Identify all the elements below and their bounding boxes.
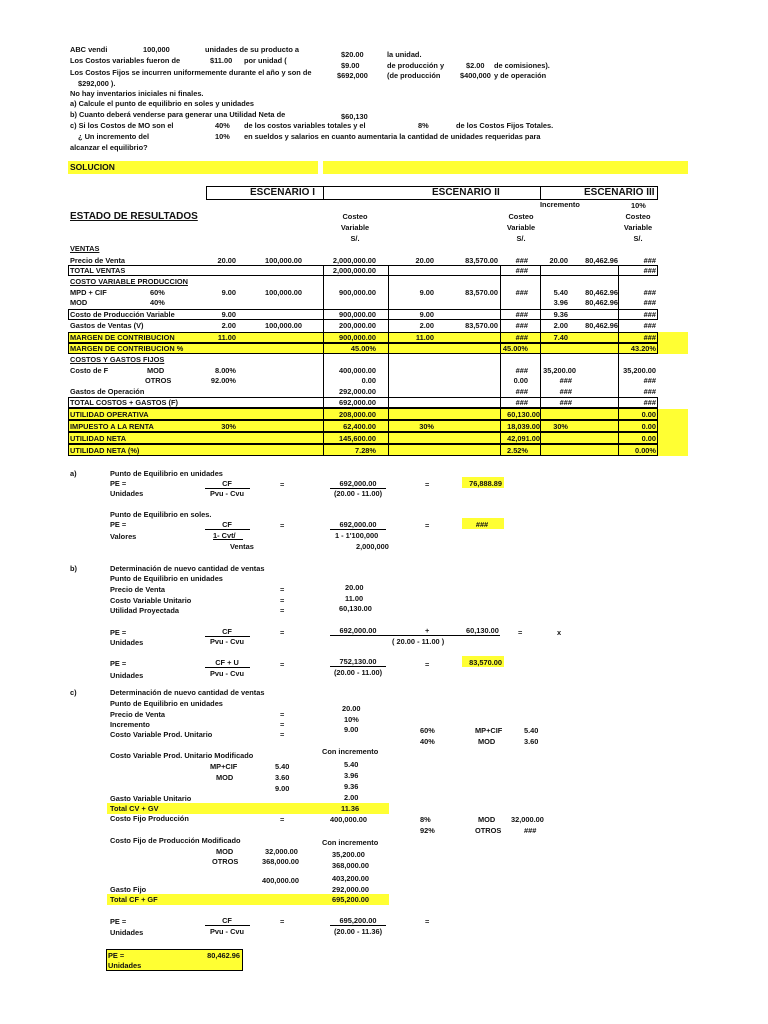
row-gv-d: 2.00 xyxy=(419,321,434,330)
col-sep-5 xyxy=(618,265,619,456)
row-ir-d: 30% xyxy=(419,422,434,431)
costeo-1-l2: Variable xyxy=(340,223,370,232)
stmt-l8-b: 40% xyxy=(215,121,230,130)
b-eq1: = xyxy=(280,628,285,637)
row-mpd-c: 900,000.00 xyxy=(339,288,376,297)
row-cf-mod: MOD xyxy=(147,366,165,375)
a-title2: Punto de Equilibrio en soles. xyxy=(110,510,212,519)
row-un-c: 145,600.00 xyxy=(339,434,376,443)
stmt-l4: $292,000 ). xyxy=(78,79,116,88)
b-sub: Punto de Equilibrio en unidades xyxy=(110,574,223,583)
scenario-divider-1 xyxy=(323,186,324,200)
costeo-3-l3: S/. xyxy=(633,234,643,243)
row-mpd-h: 80,462.96 xyxy=(585,288,618,297)
row-gv-i: ### xyxy=(643,321,656,330)
row-go-label: Gastos de Operación xyxy=(70,387,145,396)
a-frac-line5 xyxy=(330,529,386,530)
row-gv-c: 200,000.00 xyxy=(339,321,376,330)
stmt-l1-d: $20.00 xyxy=(341,50,364,59)
c-unidades: Unidades xyxy=(110,928,144,937)
c-eq-pv: = xyxy=(280,710,285,719)
stmt-l1-b: 100,000 xyxy=(143,45,170,54)
row-gv-f: ### xyxy=(515,321,528,330)
row-mc-a: 11.00 xyxy=(217,333,236,342)
c-tcfv: 695,200.00 xyxy=(332,895,369,904)
row-mc-f: ### xyxy=(515,333,528,342)
row-tcg-c: 692,000.00 xyxy=(339,398,376,407)
a-cvt: 1- Cvt/ xyxy=(213,531,236,540)
c-inc: Incremento xyxy=(110,720,150,729)
row-mc-d: 11.00 xyxy=(415,333,434,342)
a-cf: CF xyxy=(222,479,232,488)
stmt-l2-f: $2.00 xyxy=(466,61,485,70)
c-m2a: 368,000.00 xyxy=(262,857,299,866)
c-cfpv: 400,000.00 xyxy=(330,815,367,824)
row-precio-h: 80,462.96 xyxy=(585,256,618,265)
costeo-3-l1: Costeo xyxy=(625,212,651,221)
a-ventas: Ventas xyxy=(230,542,254,551)
a-pe2: PE = xyxy=(110,520,127,529)
c-coninc2: Con incremento xyxy=(322,838,379,847)
col-sep-1 xyxy=(323,265,324,456)
stmt-l7-a: b) Cuanto deberá venderse para generar una Utilidad Neta de xyxy=(70,110,286,119)
row-unp-f: 2.52% xyxy=(507,446,528,455)
c-sub: Punto de Equilibrio en unidades xyxy=(110,699,223,708)
row-cpv-d: 9.00 xyxy=(419,310,434,319)
row-mcp-label: MARGEN DE CONTRIBUCION % xyxy=(70,344,184,353)
row-totalventas-i: ### xyxy=(643,266,656,275)
c-p92: 92% xyxy=(420,826,435,835)
c-incv: 10% xyxy=(344,715,359,724)
solucion-bar-right xyxy=(323,161,688,174)
row-ir-a: 30% xyxy=(221,422,236,431)
row-tcg-i: ### xyxy=(643,398,656,407)
row-mod-h: 80,462.96 xyxy=(585,298,618,307)
scenario-2-label: ESCENARIO II xyxy=(432,187,500,198)
c-cvpuv: 9.00 xyxy=(344,725,359,734)
row-un-i: 0.00 xyxy=(641,434,656,443)
stmt-l2-b: $11.00 xyxy=(210,56,233,65)
row-otros-pct: 92.00% xyxy=(210,376,236,385)
a-pvucvu: Pvu - Cvu xyxy=(209,489,245,498)
row-mc-i: ### xyxy=(643,333,656,342)
b-den2: (20.00 - 11.00) xyxy=(333,668,383,677)
row-mpd-a: 9.00 xyxy=(221,288,236,297)
a-den2b: 2,000,000 xyxy=(356,542,389,551)
b-cf: CF xyxy=(222,627,232,636)
costeo-3-l2: Variable xyxy=(623,223,653,232)
row-precio-label: Precio de Venta xyxy=(70,256,126,265)
row-precio-c: 2,000,000.00 xyxy=(332,256,376,265)
row-otros-label: OTROS xyxy=(145,376,172,385)
row-gv-e: 83,570.00 xyxy=(465,321,498,330)
row-ir-c: 62,400.00 xyxy=(343,422,376,431)
row-mpd-f: ### xyxy=(515,288,528,297)
incremento-label: Incremento xyxy=(540,200,580,209)
c-title: Determinación de nuevo cantidad de ventas xyxy=(110,688,265,697)
c-v540: 5.40 xyxy=(524,726,539,735)
c-cvpu: Costo Variable Prod. Unitario xyxy=(110,730,213,739)
row-mod-pct: 40% xyxy=(150,298,165,307)
c-frac-line2 xyxy=(330,925,386,926)
row-totalventas-f: ### xyxy=(515,266,528,275)
row-otros-i: ### xyxy=(643,376,656,385)
row-uo-label: UTILIDAD OPERATIVA xyxy=(70,410,149,419)
c-pv: Precio de Venta xyxy=(110,710,166,719)
b-x: x xyxy=(557,628,562,637)
c-frac-line xyxy=(205,925,250,926)
b-pe: PE = xyxy=(110,628,127,637)
a-num2: 692,000.00 xyxy=(339,520,377,529)
row-otros-c: 0.00 xyxy=(361,376,376,385)
row-un-f: 42,091.00 xyxy=(507,434,540,443)
row-cpv-label: Costo de Producción Variable xyxy=(70,310,175,319)
row-mod-label: MOD xyxy=(70,298,88,307)
c-gf: Gasto Fijo xyxy=(110,885,147,894)
c-m1a: 32,000.00 xyxy=(265,847,298,856)
row-uo-f: 60,130.00 xyxy=(507,410,540,419)
b-num: 692,000.00 xyxy=(339,626,377,635)
c-coninc: Con incremento xyxy=(322,747,379,756)
stmt-l1-a: ABC vendi xyxy=(70,45,108,54)
row-cpv-a: 9.00 xyxy=(221,310,236,319)
row-otros-g: ### xyxy=(559,376,572,385)
a-res2: ### xyxy=(475,520,489,529)
row-cf-label: Costo de F xyxy=(70,366,109,375)
row-mpd-e: 83,570.00 xyxy=(465,288,498,297)
row-go-g: ### xyxy=(559,387,572,396)
row-un-label: UTILIDAD NETA xyxy=(70,434,127,443)
col-sep-4 xyxy=(540,265,541,456)
row-tcg-g: ### xyxy=(559,398,572,407)
row-precio-a: 20.00 xyxy=(217,256,236,265)
a-title: Punto de Equilibrio en unidades xyxy=(110,469,223,478)
row-mod-i: ### xyxy=(643,298,656,307)
b-frac-line3 xyxy=(205,667,250,668)
solucion-label: SOLUCION xyxy=(70,162,115,172)
b-pvv: 20.00 xyxy=(345,583,364,592)
costeo-2-l2: Variable xyxy=(506,223,536,232)
a-unidades: Unidades xyxy=(110,489,144,498)
row-ir-label: IMPUESTO A LA RENTA xyxy=(70,422,154,431)
a-pe: PE = xyxy=(110,479,127,488)
incremento-pct: 10% xyxy=(631,201,646,210)
c-den: (20.00 - 11.36) xyxy=(333,927,383,936)
stmt-l9-b: 10% xyxy=(215,132,230,141)
c-tcvv: 11.36 xyxy=(341,804,360,813)
c-v360: 3.60 xyxy=(524,737,539,746)
c-r2l: MOD xyxy=(216,773,234,782)
c-m1l: MOD xyxy=(216,847,234,856)
stmt-l1-c: unidades de su producto a xyxy=(205,45,300,54)
a-frac-line3 xyxy=(205,529,250,530)
c-pvucvu: Pvu - Cvu xyxy=(209,927,245,936)
b-eq3: = xyxy=(280,660,285,669)
c-eq1: = xyxy=(280,917,285,926)
b-cvu: Costo Variable Unitario xyxy=(110,596,192,605)
c-r1l: MP+CIF xyxy=(210,762,238,771)
row-cf-g: 35,200.00 xyxy=(543,366,576,375)
stmt-l2-d: $9.00 xyxy=(341,61,360,70)
stmt-l2-g: de comisiones). xyxy=(494,61,550,70)
row-cf-pct: 8.00% xyxy=(215,366,236,375)
row-mpd-b: 100,000.00 xyxy=(265,288,302,297)
col-sep-3 xyxy=(500,265,501,456)
cvp-label: COSTO VARIABLE PRODUCCION xyxy=(70,277,188,286)
cgf-label: COSTOS Y GASTOS FIJOS xyxy=(70,355,165,364)
ventas-label: VENTAS xyxy=(70,244,100,253)
row-mcp-c: 45.00% xyxy=(350,344,376,353)
b-pvucvu: Pvu - Cvu xyxy=(209,637,245,646)
c-mod: MOD xyxy=(478,737,496,746)
row-mpd-label: MPD + CIF xyxy=(70,288,107,297)
stmt-l2-a: Los Costos variables fueron de xyxy=(70,56,181,65)
row-tcg-label: TOTAL COSTOS + GASTOS (F) xyxy=(70,398,178,407)
costeo-1-l3: S/. xyxy=(350,234,360,243)
c-m2b: 368,000.00 xyxy=(332,861,369,870)
c-pvv: 20.00 xyxy=(342,704,361,713)
c-final-pe: PE = xyxy=(108,951,125,960)
row-cf-c: 400,000.00 xyxy=(339,366,376,375)
stmt-l8-e: de los Costos Fijos Totales. xyxy=(456,121,554,130)
b-frac-line2 xyxy=(330,635,500,636)
row-uo-c: 208,000.00 xyxy=(339,410,376,419)
costeo-2-l1: Costeo xyxy=(508,212,534,221)
row-mc-g: 7.40 xyxy=(553,333,568,342)
c-r3b: 9.36 xyxy=(344,782,359,791)
row-cpv-f: ### xyxy=(515,310,528,319)
b-cfu: CF + U xyxy=(215,658,239,667)
a-eq1: = xyxy=(280,480,285,489)
stmt-l8-a: c) Si los Costos de MO son el xyxy=(70,121,174,130)
a-tag: a) xyxy=(70,469,77,478)
b-frac-line4 xyxy=(330,666,386,667)
c-p8: 8% xyxy=(420,815,431,824)
scenario-3-label: ESCENARIO III xyxy=(584,187,655,198)
b-tag: b) xyxy=(70,564,77,573)
a-res: 76,888.89 xyxy=(469,479,502,488)
b-u: 60,130.00 xyxy=(466,626,499,635)
row-mod-g: 3.96 xyxy=(553,298,568,307)
row-uo-i: 0.00 xyxy=(641,410,656,419)
c-vh: ### xyxy=(524,826,537,835)
c-gfv: 292,000.00 xyxy=(332,885,369,894)
row-mpd-g: 5.40 xyxy=(553,288,568,297)
stmt-l3-f: $400,000 xyxy=(460,71,491,80)
b-eq-cvu: = xyxy=(280,596,285,605)
scenario-divider-2 xyxy=(540,186,541,200)
c-mod2: MOD xyxy=(478,815,496,824)
row-mpd-pct: 60% xyxy=(150,288,165,297)
stmt-l9-a: ¿ Un incremento del xyxy=(78,132,150,141)
c-r1a: 5.40 xyxy=(275,762,290,771)
c-p40: 40% xyxy=(420,737,435,746)
a-eq4: = xyxy=(425,521,430,530)
stmt-l10: alcanzar el equilibrio? xyxy=(70,143,148,152)
row-mpd-i: ### xyxy=(643,288,656,297)
stmt-l8-c: de los costos variables totales y el xyxy=(244,121,366,130)
stmt-l2-c: por unidad ( xyxy=(244,56,287,65)
c-eq-cvpu: = xyxy=(280,730,285,739)
row-unp-c: 7.28% xyxy=(355,446,376,455)
b-eq-pv: = xyxy=(280,585,285,594)
a-valores: Valores xyxy=(110,532,137,541)
b-den: ( 20.00 - 11.00 ) xyxy=(392,637,445,646)
row-cpv-c: 900,000.00 xyxy=(339,310,376,319)
costeo-2-l3: S/. xyxy=(516,234,526,243)
a-den: (20.00 - 11.00) xyxy=(333,489,383,498)
row-totalventas-c: 2,000,000.00 xyxy=(332,266,376,275)
b-title: Determinación de nuevo cantidad de ventas xyxy=(110,564,265,573)
c-final-unidades: Unidades xyxy=(108,961,142,970)
c-gvu: Gasto Variable Unitario xyxy=(110,794,192,803)
row-precio-i: ### xyxy=(643,256,656,265)
c-p60: 60% xyxy=(420,726,435,735)
row-unp-i: 0.00% xyxy=(635,446,656,455)
stmt-l5: No hay inventarios iniciales ni finales. xyxy=(70,89,204,98)
row-gv-label: Gastos de Ventas (V) xyxy=(70,321,144,330)
c-eq2: = xyxy=(425,917,430,926)
c-gvuv: 2.00 xyxy=(344,793,359,802)
row-cf-f: ### xyxy=(515,366,528,375)
row-precio-f: ### xyxy=(515,256,528,265)
b-eq-up: = xyxy=(280,606,285,615)
stmt-l3-g: y de operación xyxy=(494,71,547,80)
row-unp-label: UTILIDAD NETA (%) xyxy=(70,446,140,455)
b-pv: Precio de Venta xyxy=(110,585,166,594)
stmt-l3-e: (de producción xyxy=(387,71,441,80)
c-v32: 32,000.00 xyxy=(511,815,544,824)
stmt-l9-c: en sueldos y salarios en cuanto aumentaria la cantidad de unidades requeridas para xyxy=(244,132,541,141)
a-cf2: CF xyxy=(222,520,232,529)
c-pe: PE = xyxy=(110,917,127,926)
c-cfpm: Costo Fijo de Producción Modificado xyxy=(110,836,241,845)
c-mpcif: MP+CIF xyxy=(475,726,503,735)
c-tcv: Total CV + GV xyxy=(110,804,159,813)
c-tag: c) xyxy=(70,688,77,697)
row-precio-g: 20.00 xyxy=(549,256,568,265)
c-otros2: OTROS xyxy=(475,826,502,835)
a-den2: 1 - 1'100,000 xyxy=(335,531,379,540)
row-mcp-f: 45.00% xyxy=(502,344,528,353)
row-precio-d: 20.00 xyxy=(415,256,434,265)
a-num: 692,000.00 xyxy=(339,479,377,488)
c-eq-inc: = xyxy=(280,720,285,729)
stmt-l1-e: la unidad. xyxy=(387,50,422,59)
c-tcf: Total CF + GF xyxy=(110,895,158,904)
b-up: Utilidad Proyectada xyxy=(110,606,179,615)
c-final-res: 80,462.96 xyxy=(207,951,240,960)
row-ir-i: 0.00 xyxy=(641,422,656,431)
c-m3a: 400,000.00 xyxy=(262,876,299,885)
b-pvucvu2: Pvu - Cvu xyxy=(209,669,245,678)
b-eq2: = xyxy=(518,628,523,637)
stmt-l8-d: 8% xyxy=(418,121,429,130)
row-go-f: ### xyxy=(515,387,528,396)
col-sep-2 xyxy=(388,265,389,456)
row-cpv-i: ### xyxy=(643,310,656,319)
stmt-l3-a: Los Costos Fijos se incurren uniformemente durante el año y son de xyxy=(70,68,312,77)
b-eq4: = xyxy=(425,660,430,669)
b-plus: + xyxy=(425,626,430,635)
a-eq3: = xyxy=(280,521,285,530)
row-totalventas-label: TOTAL VENTAS xyxy=(70,266,126,275)
c-m2l: OTROS xyxy=(212,857,239,866)
c-m1b: 35,200.00 xyxy=(332,850,365,859)
c-r1b: 5.40 xyxy=(344,760,359,769)
c-r3a: 9.00 xyxy=(275,784,290,793)
c-eq-cfp: = xyxy=(280,815,285,824)
row-gv-a: 2.00 xyxy=(221,321,236,330)
c-m3b: 403,200.00 xyxy=(332,874,369,883)
c-cfp: Costo Fijo Producción xyxy=(110,814,189,823)
row-go-i: ### xyxy=(643,387,656,396)
b-upv: 60,130.00 xyxy=(339,604,372,613)
row-precio-b: 100,000.00 xyxy=(265,256,302,265)
b-unidades2: Unidades xyxy=(110,671,144,680)
b-pe2: PE = xyxy=(110,659,127,668)
c-r2b: 3.96 xyxy=(344,771,359,780)
b-cvuv: 11.00 xyxy=(345,594,364,603)
row-mc-c: 900,000.00 xyxy=(339,333,376,342)
row-mpd-d: 9.00 xyxy=(419,288,434,297)
row-gv-h: 80,462.96 xyxy=(585,321,618,330)
row-ir-g: 30% xyxy=(553,422,568,431)
c-cvmod: Costo Variable Prod. Unitario Modificado xyxy=(110,751,254,760)
row-precio-e: 83,570.00 xyxy=(465,256,498,265)
a-eq2: = xyxy=(425,480,430,489)
c-num: 695,200.00 xyxy=(339,916,377,925)
b-res: 83,570.00 xyxy=(469,658,502,667)
scenario-1-label: ESCENARIO I xyxy=(250,187,316,198)
row-go-c: 292,000.00 xyxy=(339,387,376,396)
row-ir-f: 18,039.00 xyxy=(507,422,540,431)
row-cf-i: 35,200.00 xyxy=(623,366,656,375)
stmt-l6: a) Calcule el punto de equilibrio en soles y unidades xyxy=(70,99,254,108)
stmt-l7-b: $60,130 xyxy=(341,112,368,121)
estado-title: ESTADO DE RESULTADOS xyxy=(70,211,198,222)
b-num2: 752,130.00 xyxy=(339,657,377,666)
row-gv-g: 2.00 xyxy=(553,321,568,330)
c-cf: CF xyxy=(222,916,232,925)
row-cpv-g: 9.36 xyxy=(553,310,568,319)
row-mc-label: MARGEN DE CONTRIBUCION xyxy=(70,333,175,342)
b-unidades: Unidades xyxy=(110,638,144,647)
row-gv-b: 100,000.00 xyxy=(265,321,302,330)
a-frac-line4 xyxy=(213,539,243,540)
row-mcp-i: 43.20% xyxy=(630,344,656,353)
stmt-l2-e: de producción y xyxy=(387,61,445,70)
c-r2a: 3.60 xyxy=(275,773,290,782)
row-tcg-f: ### xyxy=(515,398,528,407)
row-otros-f: 0.00 xyxy=(513,376,528,385)
costeo-1-l1: Costeo xyxy=(342,212,368,221)
stmt-l3-d: $692,000 xyxy=(337,71,368,80)
